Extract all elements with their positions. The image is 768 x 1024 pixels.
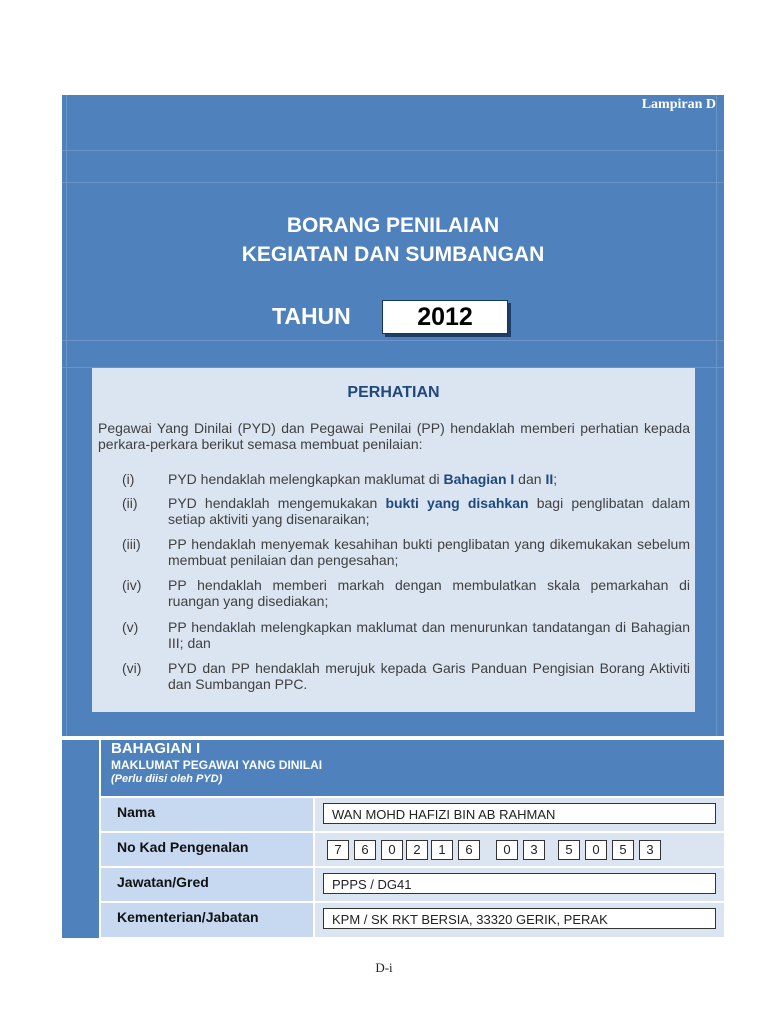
grid-line (62, 150, 724, 151)
notice-heading: PERHATIAN (347, 384, 440, 401)
ic-digit-box[interactable]: 1 (431, 840, 453, 860)
grid-line (62, 182, 724, 183)
ic-digit-box[interactable]: 0 (496, 840, 518, 860)
grid-line (716, 95, 717, 736)
section-header (101, 740, 724, 796)
nama-field[interactable]: WAN MOHD HAFIZI BIN AB RAHMAN (323, 803, 716, 824)
section-note: (Perlu diisi oleh PYD) (111, 773, 223, 785)
grid-line (62, 340, 724, 341)
notice-box (92, 368, 695, 712)
item-number: (iii) (122, 536, 141, 552)
ic-digit-box[interactable]: 7 (327, 840, 349, 860)
item-number: (iv) (122, 577, 142, 593)
ic-digit-box[interactable]: 0 (585, 840, 607, 860)
item-text: PYD hendaklah mengemukakan bukti yang disahkan bagi penglibatan dalam setiap aktiviti yang disenaraikan; (168, 495, 690, 527)
ic-digit-box[interactable]: 5 (612, 840, 634, 860)
notice-intro: Pegawai Yang Dinilai (PYD) dan Pegawai Penilai (PP) hendaklah memberi perhatian kepada perkara-perkara berikut semasa membuat penilaian: (98, 420, 690, 452)
nama-label-cell (101, 798, 313, 831)
ic-label: No Kad Pengenalan (117, 839, 249, 855)
grid-line (66, 95, 67, 736)
item-text: PP hendaklah memberi markah dengan membulatkan skala pemarkahan di ruangan yang disediakan; (168, 577, 690, 609)
kementerian-label: Kementerian/Jabatan (117, 909, 259, 925)
kementerian-label-cell (101, 903, 313, 937)
item-text: PP hendaklah melengkapkan maklumat dan menurunkan tandatangan di Bahagian III; dan (168, 619, 690, 651)
item-text: PP hendaklah menyemak kesahihan bukti penglibatan yang dikemukakan sebelum membuat penilaian dan pengesahan; (168, 536, 690, 568)
ic-digit-box[interactable]: 3 (639, 840, 661, 860)
ic-label-cell (101, 833, 313, 866)
jawatan-label-cell (101, 868, 313, 901)
item-number: (vi) (122, 660, 142, 676)
item-text: PYD dan PP hendaklah merujuk kepada Garis Panduan Pengisian Borang Aktiviti dan Sumbangan PPC. (168, 660, 690, 692)
item-number: (ii) (122, 495, 138, 511)
kementerian-value-cell (315, 903, 724, 937)
nama-label: Nama (117, 804, 156, 820)
jawatan-value-cell (315, 868, 724, 901)
jawatan-label: Jawatan/Gred (117, 874, 209, 890)
form-title-line2: KEGIATAN DAN SUMBANGAN (241, 243, 545, 266)
ic-digit-box[interactable]: 6 (458, 840, 480, 860)
kementerian-field[interactable]: KPM / SK RKT BERSIA, 33320 GERIK, PERAK (323, 908, 716, 929)
ic-value-cell (315, 833, 724, 866)
jawatan-field[interactable]: PPPS / DG41 (323, 873, 716, 894)
form-title-line1: BORANG PENILAIAN (286, 214, 500, 237)
item-number: (i) (122, 471, 135, 487)
item-text: PYD hendaklah melengkapkan maklumat di Bahagian I dan II; (168, 471, 558, 487)
lampiran-label: Lampiran D (641, 97, 716, 112)
ic-digit-box[interactable]: 2 (406, 840, 428, 860)
tahun-label: TAHUN (272, 303, 351, 329)
page-number: D-i (375, 960, 393, 975)
header-panel (62, 95, 724, 736)
ic-digit-box[interactable]: 6 (354, 840, 376, 860)
item-number: (v) (122, 619, 139, 635)
section-title: BAHAGIAN I (111, 740, 201, 757)
ic-digit-box[interactable]: 5 (558, 840, 580, 860)
tahun-value-box: 2012 (382, 300, 508, 334)
section-side-bar (62, 740, 99, 938)
nama-value-cell (315, 798, 724, 831)
ic-digit-box[interactable]: 0 (381, 840, 403, 860)
ic-digit-box[interactable]: 3 (523, 840, 545, 860)
section-subtitle: MAKLUMAT PEGAWAI YANG DINILAI (111, 758, 323, 772)
